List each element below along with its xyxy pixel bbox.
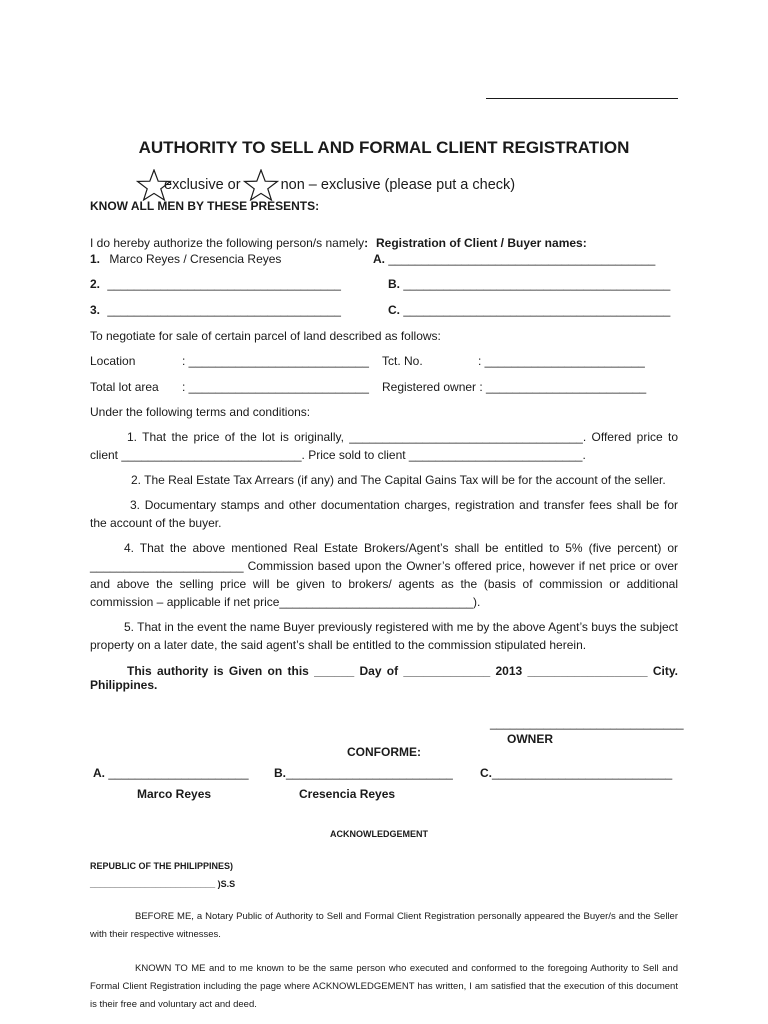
signatory-c — [480, 766, 672, 780]
person-value[interactable]: ___________________________________ — [107, 303, 341, 317]
know-all-men-heading: KNOW ALL MEN BY THESE PRESENTS: — [90, 199, 320, 213]
term-4: 4. That the above mentioned Real Estate Brokers/Agent’s shall be entitled to 5% (five percent) or _______________________ Commission based upon the Owner’s offered price, however if net price or over and above the selling price will be given to brokers/ agents as the (basis of commission or additional commission – applicable if net price_____________________________). — [90, 541, 678, 609]
lot-area-label: Total lot area — [90, 380, 159, 394]
registered-owner-field[interactable]: Registered owner : ________________________ — [382, 380, 647, 394]
document-title: AUTHORITY TO SELL AND FORMAL CLIENT REGISTRATION — [138, 138, 630, 157]
top-signature-line — [486, 98, 678, 99]
client-letter: C. — [388, 303, 400, 317]
signatory-a — [93, 766, 249, 780]
client-letter: A. — [373, 252, 385, 266]
person-num: 3. — [90, 303, 101, 317]
term-1-line-2: client ___________________________. Price sold to client __________________________. — [90, 448, 586, 462]
signatory-letter: A. — [93, 766, 105, 780]
client-letter: B. — [388, 277, 400, 291]
given-on-place: Philippines. — [90, 678, 158, 692]
client-value[interactable]: ________________________________________ — [403, 303, 671, 317]
person-row-1 — [90, 252, 281, 266]
person-row-2 — [90, 277, 341, 291]
person-num: 1. — [90, 252, 101, 266]
given-on-line: This authority is Given on this ______ Day of _____________ 2013 __________________ City. — [127, 664, 678, 678]
client-value[interactable]: ________________________________________ — [388, 252, 656, 266]
signatory-line[interactable]: _____________________ — [108, 766, 249, 780]
person-value[interactable]: ___________________________________ — [107, 277, 341, 291]
exclusive-options — [136, 168, 515, 202]
client-row-b — [388, 277, 670, 291]
person-num: 2. — [90, 277, 101, 291]
client-row-a — [373, 252, 655, 266]
tct-field[interactable]: : ________________________ — [478, 354, 645, 368]
signatory-name-a: Marco Reyes — [137, 787, 212, 801]
term-2: 2. The Real Estate Tax Arrears (if any) and The Capital Gains Tax will be for the account of the seller. — [131, 473, 666, 487]
signatory-line[interactable]: ___________________________ — [492, 766, 673, 780]
negotiate-text: To negotiate for sale of certain parcel of land described as follows: — [90, 329, 441, 343]
signatory-letter: C. — [480, 766, 492, 780]
tct-label: Tct. No. — [382, 354, 423, 368]
star-checkbox-non-exclusive-icon[interactable] — [243, 169, 279, 201]
terms-heading: Under the following terms and conditions: — [90, 405, 311, 419]
conforme-heading: CONFORME: — [347, 745, 421, 759]
non-exclusive-label: non – exclusive (please put a check) — [280, 177, 516, 193]
lot-area-field[interactable]: : ___________________________ — [182, 380, 369, 394]
term-3: 3. Documentary stamps and other documentation charges, registration and transfer fees shall be for the account of the buyer. — [90, 498, 678, 530]
ss-line[interactable]: _________________________ )S.S — [90, 879, 236, 889]
exclusive-label: exclusive or — [164, 177, 241, 193]
client-row-c — [388, 303, 670, 317]
authorize-label: I do hereby authorize the following person/s namely — [90, 236, 365, 250]
term-5: 5. That in the event the name Buyer previously registered with me by the above Agent’s buys the subject property on a later date, the said agent’s shall be entitled to the commission stipulated herein. — [90, 620, 678, 652]
signatory-b — [274, 766, 453, 780]
location-field[interactable]: : ___________________________ — [182, 354, 369, 368]
signatory-line[interactable]: _________________________ — [286, 766, 453, 780]
client-value[interactable]: ________________________________________ — [403, 277, 671, 291]
person-row-3 — [90, 303, 341, 317]
known-to-me-paragraph: KNOWN TO ME and to me known to be the same person who executed and conformed to the foregoing Authority to Sell and Formal Client Registration including the page where ACKNOWLEDGEMENT has written, I am satisfied that the execution of this document is their free and voluntary act and deed. — [90, 963, 678, 1010]
term-1-line-1: 1. That the price of the lot is originally, ___________________________________. Offered price to — [127, 430, 678, 444]
location-label: Location — [90, 354, 136, 368]
signatory-letter: B. — [274, 766, 286, 780]
signatory-name-b: Cresencia Reyes — [299, 787, 396, 801]
acknowledgement-heading: ACKNOWLEDGEMENT — [330, 829, 428, 839]
registration-label: Registration of Client / Buyer names: — [376, 236, 587, 250]
before-me-paragraph: BEFORE ME, a Notary Public of Authority to Sell and Formal Client Registration personally appeared the Buyer/s and the Seller with their respective witnesses. — [90, 911, 678, 940]
republic-label: REPUBLIC OF THE PHILIPPINES) — [90, 861, 234, 871]
authorize-text: I do hereby authorize the following person/s namely: — [90, 236, 369, 250]
owner-signature-line[interactable]: _____________________________ — [490, 716, 684, 730]
person-value[interactable]: Marco Reyes / Cresencia Reyes — [109, 252, 282, 266]
owner-label: OWNER — [507, 732, 553, 746]
